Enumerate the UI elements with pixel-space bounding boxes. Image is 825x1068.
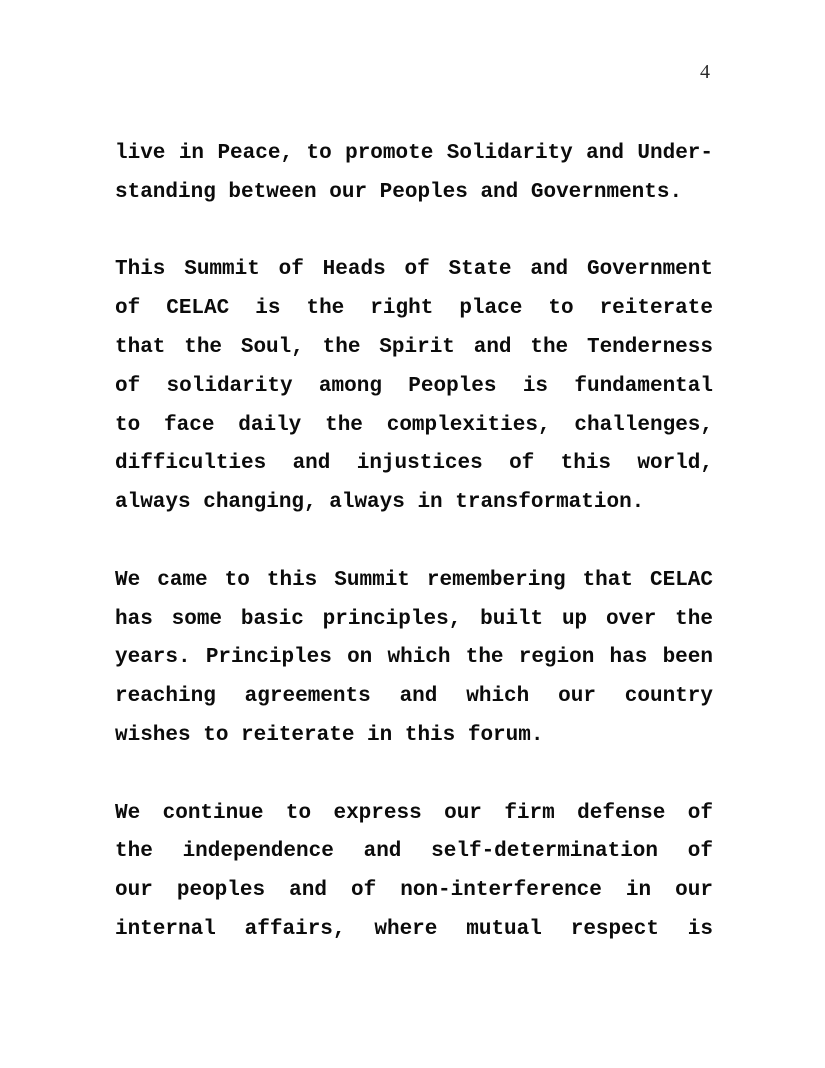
text-line: to face daily the complexities, challenges, <box>115 413 713 437</box>
document-body <box>115 135 713 950</box>
text-line: the independence and self-determination of <box>115 840 713 864</box>
text-line: We continue to express our firm defense of <box>115 801 713 825</box>
text-line: internal affairs, where mutual respect is <box>115 917 713 941</box>
paragraph <box>115 135 713 213</box>
text-line: difficulties and injustices of this world, <box>115 452 713 476</box>
text-line: wishes to reiterate in this forum. <box>115 723 544 747</box>
text-line: our peoples and of non-interference in our <box>115 879 713 903</box>
text-line: This Summit of Heads of State and Government <box>115 258 713 282</box>
paragraph <box>115 795 713 950</box>
page-number: 4 <box>700 61 710 83</box>
text-line: live in Peace, to promote Solidarity and Under- <box>115 142 713 165</box>
text-line: reaching agreements and which our country <box>115 685 713 709</box>
paragraph <box>115 251 713 523</box>
text-line: that the Soul, the Spirit and the Tenderness <box>115 335 713 359</box>
text-line: We came to this Summit remembering that CELAC <box>115 568 713 592</box>
text-line: standing between our Peoples and Governments. <box>115 180 683 204</box>
text-line: has some basic principles, built up over the <box>115 607 713 631</box>
text-line: of CELAC is the right place to reiterate <box>115 297 713 321</box>
paragraph <box>115 562 713 756</box>
text-line: of solidarity among Peoples is fundamental <box>115 374 713 398</box>
text-line: years. Principles on which the region has been <box>115 646 713 670</box>
text-line: always changing, always in transformation. <box>115 491 645 515</box>
